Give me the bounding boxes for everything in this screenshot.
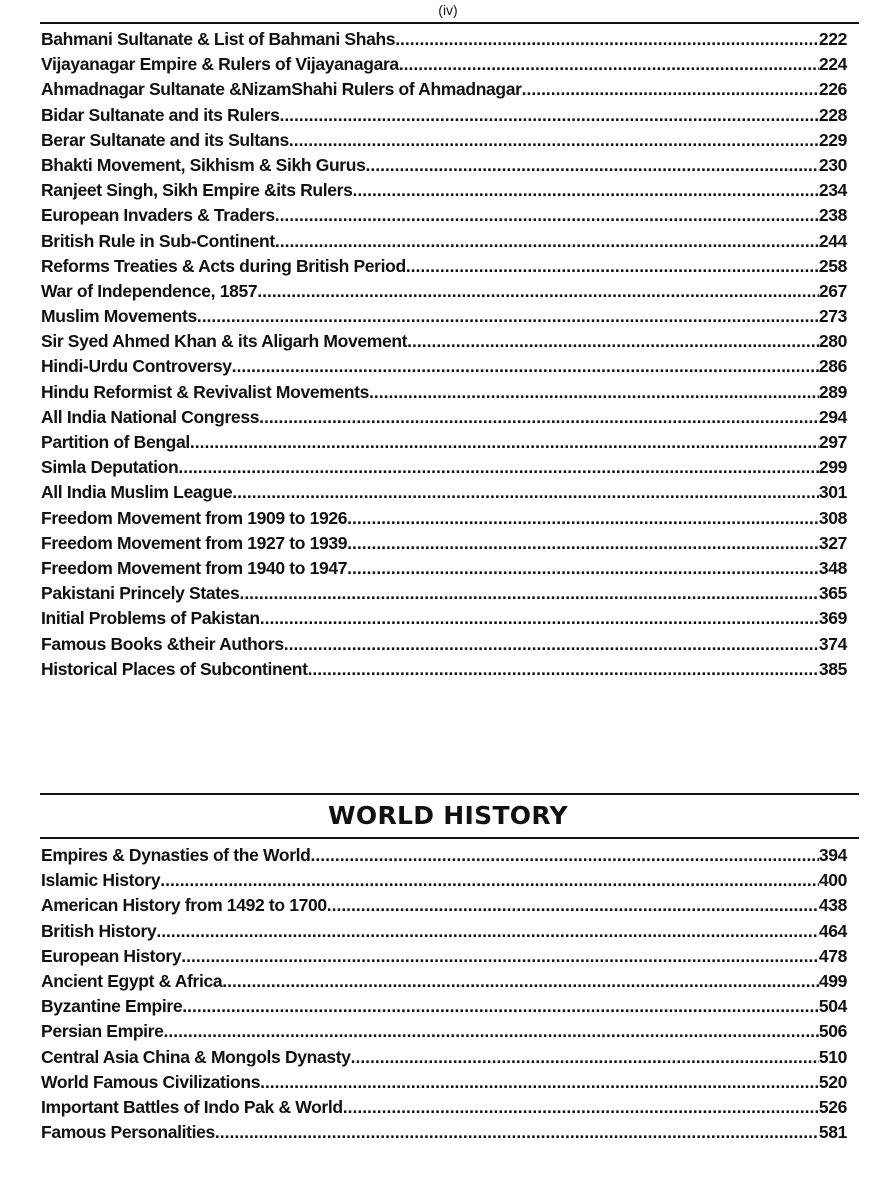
toc-entry (41, 533, 847, 558)
toc-entry-title: Freedom Movement from 1940 to 1947 (41, 557, 348, 578)
section-heading-world-history: WORLD HISTORY (328, 801, 568, 830)
toc-entry-page: 506 (818, 1021, 847, 1042)
toc-list-world-history (41, 845, 847, 1147)
toc-entry (41, 921, 847, 946)
toc-entry (41, 1021, 847, 1046)
toc-entry-title: World Famous Civilizations (41, 1071, 261, 1092)
toc-entry (41, 558, 847, 583)
dot-leader (522, 79, 819, 100)
toc-entry-page: 229 (818, 129, 847, 150)
toc-entry-page: 299 (818, 457, 847, 478)
toc-entry-title: Bidar Sultanate and its Rulers (41, 104, 280, 125)
toc-entry-page: 280 (818, 331, 847, 352)
toc-entry-title: Important Battles of Indo Pak & World (41, 1096, 343, 1117)
dot-leader (308, 659, 819, 680)
toc-entry-title: Simla Deputation (41, 457, 179, 478)
toc-entry (41, 870, 847, 895)
dot-leader (395, 29, 819, 50)
toc-entry-page: 258 (818, 255, 847, 276)
toc-entry-title: Ranjeet Singh, Sikh Empire &its Rulers (41, 180, 353, 201)
toc-entry-title: Byzantine Empire (41, 996, 183, 1017)
toc-entry-page: 581 (818, 1122, 847, 1143)
toc-entry (41, 659, 847, 684)
dot-leader (327, 895, 819, 916)
toc-entry (41, 895, 847, 920)
toc-entry (41, 29, 847, 54)
dot-leader (257, 281, 819, 302)
toc-entry (41, 432, 847, 457)
toc-entry-title: Famous Books &their Authors (41, 633, 284, 654)
toc-entry (41, 845, 847, 870)
toc-entry-title: European Invaders & Traders (41, 205, 275, 226)
toc-entry-title: Ahmadnagar Sultanate &NizamShahi Rulers of Ahmadnagar (41, 79, 522, 100)
toc-entry-page: 238 (818, 205, 847, 226)
toc-entry-title: Reforms Treaties & Acts during British Period (41, 255, 406, 276)
toc-entry (41, 971, 847, 996)
top-rule (40, 22, 859, 24)
dot-leader (222, 971, 819, 992)
toc-entry (41, 508, 847, 533)
toc-entry-title: Empires & Dynasties of the World (41, 845, 311, 865)
toc-entry-title: Ancient Egypt & Africa (41, 970, 223, 991)
toc-entry (41, 54, 847, 79)
toc-entry-page: 294 (818, 406, 847, 427)
toc-entry-page: 464 (818, 920, 847, 941)
toc-entry-title: Central Asia China & Mongols Dynasty (41, 1046, 351, 1067)
toc-entry-title: Islamic History (41, 870, 161, 891)
toc-entry-page: 228 (818, 104, 847, 125)
toc-entry-title: European History (41, 945, 182, 966)
toc-entry-page: 400 (818, 870, 847, 891)
toc-entry-page: 348 (818, 557, 847, 578)
dot-leader (311, 845, 819, 866)
dot-leader (284, 634, 819, 655)
dot-leader (279, 105, 818, 126)
toc-entry-title: Sir Syed Ahmed Khan & its Aligarh Movement (41, 331, 408, 352)
toc-entry-title: Famous Personalities (41, 1122, 215, 1143)
dot-leader (347, 508, 819, 529)
dot-leader (275, 205, 819, 226)
toc-entry (41, 356, 847, 381)
toc-entry-title: British History (41, 920, 157, 941)
toc-entry-title: Berar Sultanate and its Sultans (41, 129, 289, 150)
toc-entry (41, 1072, 847, 1097)
dot-leader (239, 583, 818, 604)
toc-entry (41, 306, 847, 331)
toc-entry-page: 273 (818, 306, 847, 327)
toc-entry-title: Freedom Movement from 1927 to 1939 (41, 532, 348, 553)
toc-entry-title: Freedom Movement from 1909 to 1926 (41, 507, 348, 528)
toc-entry (41, 79, 847, 104)
dot-leader (347, 533, 819, 554)
toc-entry-page: 224 (818, 54, 847, 75)
dot-leader (399, 54, 819, 75)
toc-entry-page: 222 (818, 29, 847, 49)
dot-leader (156, 921, 819, 942)
dot-leader (232, 356, 819, 377)
toc-entry-page: 499 (818, 970, 847, 991)
toc-entry-page: 230 (818, 154, 847, 175)
toc-entry-page: 286 (818, 356, 847, 377)
toc-entry-title: Muslim Movements (41, 306, 197, 327)
dot-leader (351, 1047, 819, 1068)
toc-entry (41, 130, 847, 155)
dot-leader (353, 180, 819, 201)
toc-entry (41, 1122, 847, 1147)
dot-leader (164, 1021, 819, 1042)
toc-entry-page: 365 (818, 583, 847, 604)
toc-entry (41, 180, 847, 205)
toc-entry-page: 504 (818, 996, 847, 1017)
toc-entry (41, 382, 847, 407)
dot-leader (406, 256, 819, 277)
dot-leader (347, 558, 819, 579)
toc-entry (41, 608, 847, 633)
toc-entry-title: Historical Places of Subcontinent (41, 658, 308, 679)
dot-leader (260, 608, 819, 629)
toc-entry-title: War of Independence, 1857 (41, 280, 258, 301)
toc-entry (41, 457, 847, 482)
toc-entry-page: 374 (818, 633, 847, 654)
toc-entry-title: Pakistani Princely States (41, 583, 240, 604)
dot-leader (181, 946, 819, 967)
toc-entry-page: 327 (818, 532, 847, 553)
toc-entry-page: 244 (818, 230, 847, 251)
toc-entry-page: 520 (818, 1071, 847, 1092)
toc-entry-title: Bhakti Movement, Sikhism & Sikh Gurus (41, 154, 366, 175)
section-rule-bottom (40, 837, 859, 839)
toc-entry-page: 267 (818, 280, 847, 301)
toc-entry (41, 482, 847, 507)
dot-leader (275, 231, 819, 252)
toc-entry-title: Hindi-Urdu Controversy (41, 356, 232, 377)
dot-leader (366, 155, 819, 176)
toc-entry (41, 1097, 847, 1122)
toc-entry-title: All India Muslim League (41, 482, 233, 503)
toc-entry (41, 105, 847, 130)
toc-entry (41, 331, 847, 356)
toc-entry-title: American History from 1492 to 1700 (41, 895, 327, 916)
dot-leader (178, 457, 819, 478)
toc-entry-page: 478 (818, 945, 847, 966)
toc-entry-page: 297 (818, 432, 847, 452)
toc-entry-page: 369 (818, 608, 847, 629)
toc-entry (41, 281, 847, 306)
dot-leader (260, 1072, 819, 1093)
toc-entry (41, 205, 847, 230)
dot-leader (182, 996, 819, 1017)
toc-entry-title: Persian Empire (41, 1021, 164, 1042)
toc-entry-title: Hindu Reformist & Revivalist Movements (41, 381, 370, 402)
toc-list-subcontinent (41, 29, 847, 684)
dot-leader (160, 870, 819, 891)
toc-entry-title: Vijayanagar Empire & Rulers of Vijayanagara (41, 54, 399, 75)
dot-leader (289, 130, 819, 151)
section-rule-top (40, 793, 859, 795)
toc-entry-title: Partition of Bengal (41, 432, 190, 452)
toc-entry-title: Bahmani Sultanate & List of Bahmani Shahs (41, 29, 396, 49)
toc-entry (41, 583, 847, 608)
dot-leader (215, 1122, 819, 1143)
toc-entry (41, 1047, 847, 1072)
toc-entry (41, 231, 847, 256)
dot-leader (197, 306, 819, 327)
dot-leader (232, 482, 819, 503)
toc-entry-page: 301 (818, 482, 847, 503)
toc-entry-page: 526 (818, 1096, 847, 1117)
toc-entry-title: All India National Congress (41, 406, 260, 427)
toc-entry (41, 407, 847, 432)
page-number: (iv) (438, 2, 458, 18)
dot-leader (407, 331, 819, 352)
toc-entry-page: 234 (818, 180, 847, 201)
toc-entry (41, 256, 847, 281)
dot-leader (259, 407, 819, 428)
toc-entry (41, 946, 847, 971)
toc-entry-title: British Rule in Sub-Continent (41, 230, 275, 251)
toc-entry-page: 308 (818, 507, 847, 528)
toc-entry-page: 226 (818, 79, 847, 100)
toc-entry (41, 996, 847, 1021)
toc-entry-page: 394 (818, 845, 847, 865)
dot-leader (190, 432, 819, 453)
toc-entry-page: 510 (818, 1046, 847, 1067)
dot-leader (343, 1097, 819, 1118)
toc-entry (41, 155, 847, 180)
toc-entry (41, 634, 847, 659)
toc-entry-page: 289 (818, 381, 847, 402)
toc-entry-page: 385 (818, 658, 847, 679)
dot-leader (369, 382, 819, 403)
toc-entry-title: Initial Problems of Pakistan (41, 608, 260, 629)
toc-entry-page: 438 (818, 895, 847, 916)
